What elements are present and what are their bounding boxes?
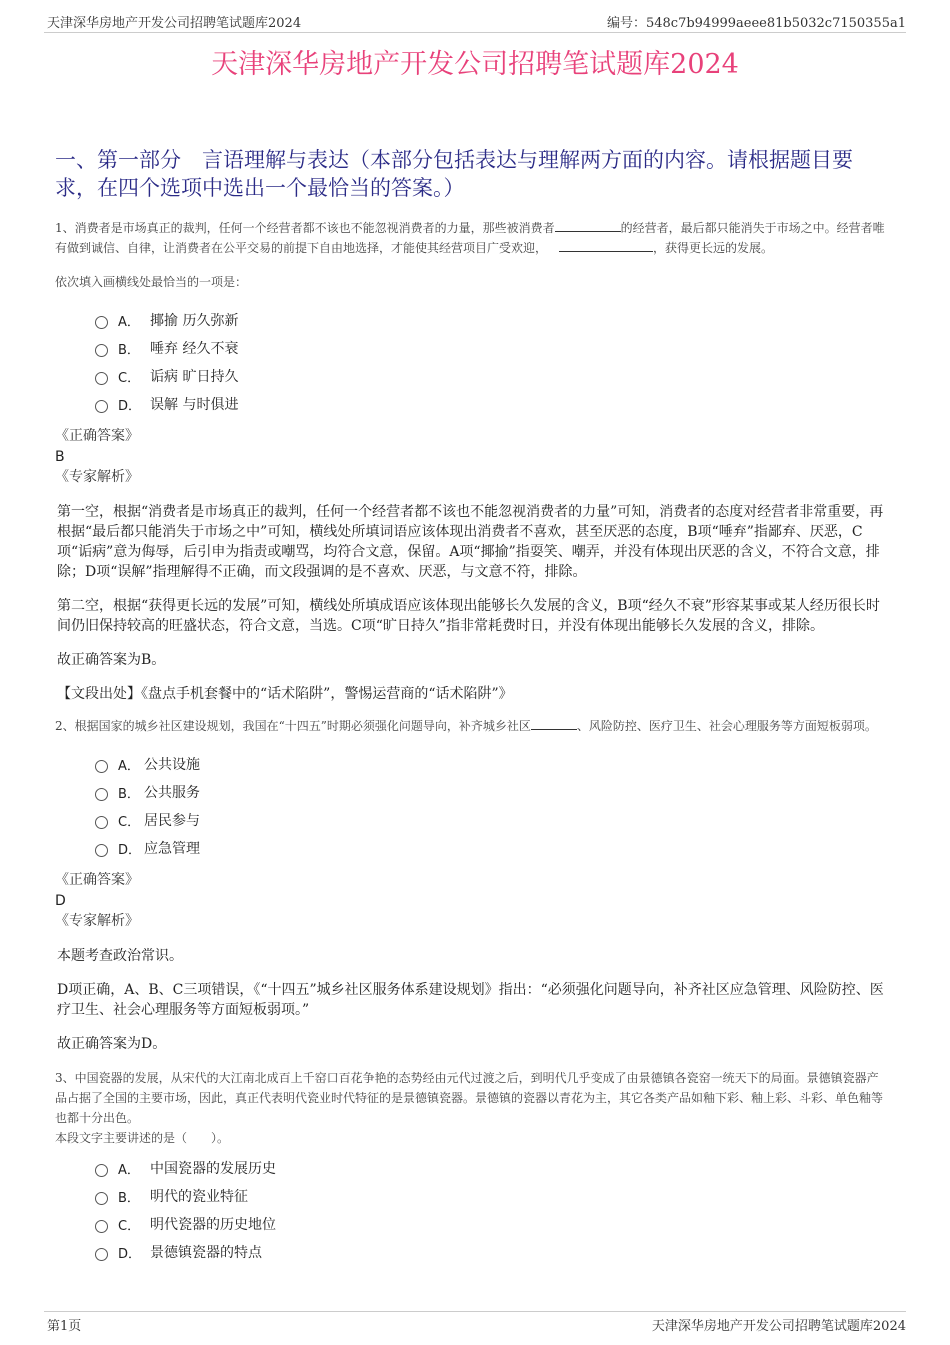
option-d[interactable]: D． 景德镇瓷器的特点	[95, 1238, 888, 1266]
correct-answer-label: 《正确答案》	[55, 872, 139, 888]
option-d[interactable]: D． 应急管理	[95, 834, 888, 862]
page-title: 天津深华房地产开发公司招聘笔试题库2024	[211, 49, 739, 80]
radio-button[interactable]	[95, 1248, 108, 1261]
header-divider	[44, 32, 906, 33]
section-heading: 一、第一部分 言语理解与表达（本部分包括表达与理解两方面的内容。请根据题目要求，在四个选项中选出一个最恰当的答案。）	[55, 148, 853, 200]
analysis-paragraph: 第二空，根据“获得更长远的发展”可知，横线处所填成语应该体现出能够长久发展的含义，B项“经久不衰”形容某事或某人经历很长时间仍旧保持较高的旺盛状态，符合文意，当选。C项“旷日持久”指非常耗费时日，并没有体现出能够长久发展的含义，排除。	[57, 598, 880, 634]
option-d[interactable]: D． 误解 与时俱进	[95, 390, 888, 418]
question-1-text: 1、消费者是市场真正的裁判，任何一个经营者都不该也不能忽视消费者的力量，那些被消费者 的经营者，最后都只能消失于市场之中。经营者唯有做到诚信、自律，让消费者在公平交易的前提下自由地选择，才能使其经营项目广受欢迎， ，获得更长远的发展。	[55, 221, 885, 255]
radio-button[interactable]	[95, 316, 108, 329]
footer-divider	[44, 1311, 906, 1312]
header-doc-number: 编号：548c7b94999aeee81b5032c7150355a1	[606, 16, 906, 31]
source-citation: 【文段出处】《盘点手机套餐中的“话术陷阱”，警惕运营商的“话术陷阱”》	[57, 686, 513, 702]
correct-answer-label: 《正确答案》	[55, 428, 139, 444]
question-1	[55, 218, 888, 704]
radio-button[interactable]	[95, 1192, 108, 1205]
page-number: 第1页	[47, 1319, 82, 1334]
option-a[interactable]: A． 揶揄 历久弥新	[95, 306, 888, 334]
expert-analysis-label: 《专家解析》	[55, 913, 139, 929]
question-2-text: 2、根据国家的城乡社区建设规划，我国在“十四五”时期必须强化问题导向，补齐城乡社区 、风险防控、医疗卫生、社会心理服务等方面短板弱项。	[55, 719, 877, 733]
question-3-text: 3、中国瓷器的发展，从宋代的大江南北成百上千窑口百花争艳的态势经由元代过渡之后，到明代几乎变成了由景德镇各瓷窑一统天下的局面。景德镇瓷器产品占据了全国的主要市场，因此，真正代表明代瓷业时代特征的是景德镇瓷器。景德镇的瓷器以青花为主，其它各类产品如釉下彩、釉上彩、斗彩、单色釉等也都十分出色。	[55, 1071, 884, 1125]
radio-button[interactable]	[95, 1220, 108, 1233]
option-a[interactable]: A． 公共设施	[95, 750, 888, 778]
question-1-prompt: 依次填入画横线处最恰当的一项是：	[55, 275, 248, 289]
correct-answer: D	[55, 893, 66, 909]
question-3-options	[95, 1154, 888, 1266]
document-body	[55, 146, 888, 1274]
option-b[interactable]: B． 公共服务	[95, 778, 888, 806]
analysis-paragraph: 本题考查政治常识。	[57, 948, 183, 964]
option-c[interactable]: C． 明代瓷器的历史地位	[95, 1210, 888, 1238]
radio-button[interactable]	[95, 788, 108, 801]
question-2	[55, 716, 888, 1054]
option-a[interactable]: A． 中国瓷器的发展历史	[95, 1154, 888, 1182]
radio-button[interactable]	[95, 400, 108, 413]
option-c[interactable]: C． 居民参与	[95, 806, 888, 834]
analysis-conclusion: 故正确答案为B。	[57, 652, 166, 668]
radio-button[interactable]	[95, 344, 108, 357]
blank-2	[559, 251, 653, 252]
question-2-options	[95, 750, 888, 862]
correct-answer: B	[55, 449, 65, 465]
radio-button[interactable]	[95, 1164, 108, 1177]
header-doc-title: 天津深华房地产开发公司招聘笔试题库2024	[47, 16, 302, 31]
option-b[interactable]: B． 唾弃 经久不衰	[95, 334, 888, 362]
radio-button[interactable]	[95, 760, 108, 773]
analysis-conclusion: 故正确答案为D。	[57, 1036, 167, 1052]
expert-analysis-label: 《专家解析》	[55, 469, 139, 485]
analysis-paragraph: 第一空，根据“消费者是市场真正的裁判，任何一个经营者都不该也不能忽视消费者的力量”可知，消费者的态度对经营者非常重要，再根据“最后都只能消失于市场之中”可知，横线处所填词语应该体现出消费者不喜欢，甚至厌恶的态度，B项“唾弃”指鄙弃、厌恶，C项“诟病”意为侮辱，后引申为指责或嘲骂，均符合文意，保留。A项“揶揄”指耍笑、嘲弄，并没有体现出厌恶的含义，不符合文意，排除；D项“误解”指理解得不正确，而文段强调的是不喜欢、厌恶，与文意不符，排除。	[57, 504, 884, 580]
question-1-options	[95, 306, 888, 418]
blank-1	[555, 231, 621, 232]
analysis-paragraph: D项正确，A、B、C三项错误，《“十四五”城乡社区服务体系建设规划》指出：“必须强化问题导向，补齐社区应急管理、风险防控、医疗卫生、社会心理服务等方面短板弱项。”	[57, 982, 884, 1018]
footer-doc-title: 天津深华房地产开发公司招聘笔试题库2024	[651, 1319, 906, 1334]
question-3-prompt: 本段文字主要讲述的是（ ）。	[55, 1131, 230, 1145]
blank-1	[531, 729, 577, 730]
radio-button[interactable]	[95, 844, 108, 857]
option-b[interactable]: B． 明代的瓷业特征	[95, 1182, 888, 1210]
radio-button[interactable]	[95, 816, 108, 829]
option-c[interactable]: C． 诟病 旷日持久	[95, 362, 888, 390]
radio-button[interactable]	[95, 372, 108, 385]
question-3	[55, 1068, 888, 1266]
